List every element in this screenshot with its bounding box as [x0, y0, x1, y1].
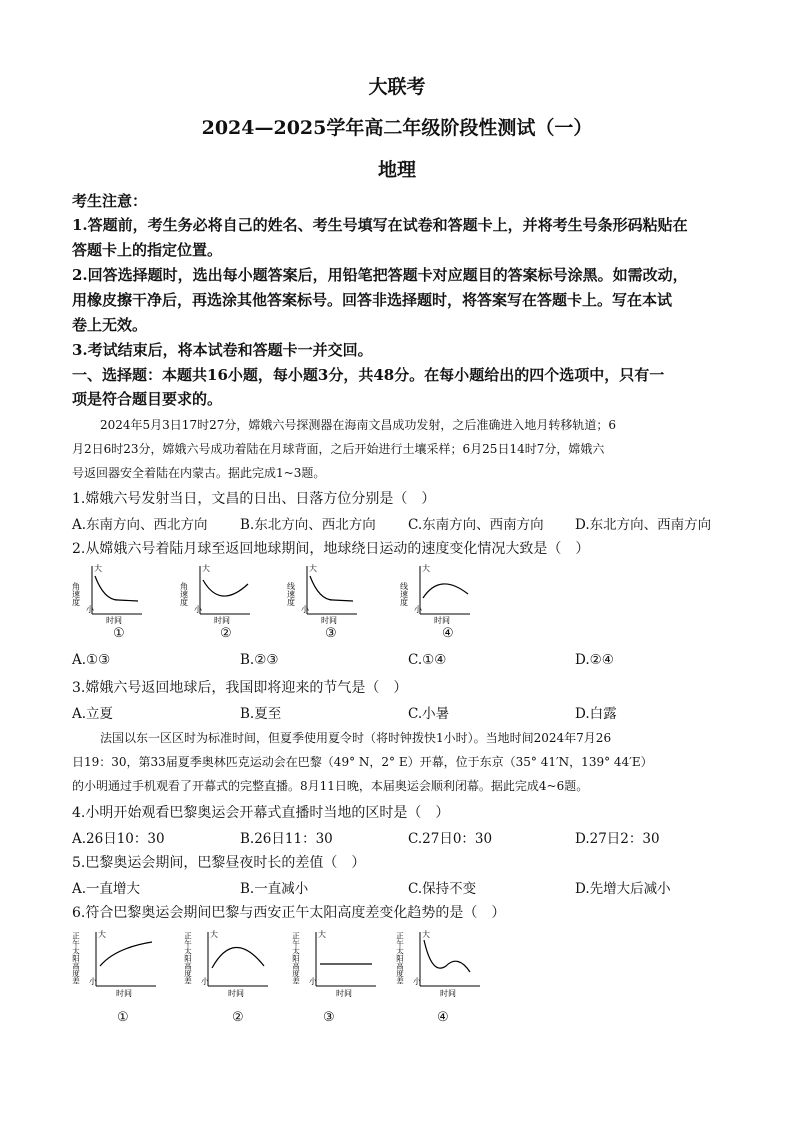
graph-number: ② — [220, 626, 232, 641]
graph-q2-3 — [285, 562, 375, 624]
option-b: B.一直减小 — [240, 881, 309, 897]
question-stem: 3.嫦娥六号返回地球后，我国即将迎来的节气是（ ） — [72, 680, 408, 696]
graph-x-label: 时间 — [116, 989, 132, 998]
graph-y-label: 正午太阳高度差 — [291, 932, 301, 985]
graph-bottom-label: 小 — [194, 605, 202, 614]
graph-q6-1 — [70, 926, 170, 1000]
graph-top-label: 大 — [318, 930, 326, 939]
option-a: A.东南方向、西北方向 — [72, 517, 208, 533]
graph-top-label: 大 — [422, 930, 430, 939]
option-b: B.东北方向、西北方向 — [240, 517, 376, 533]
option-c: C.27日0：30 — [408, 831, 493, 847]
graph-x-label: 时间 — [106, 616, 122, 624]
question-stem: 5.巴黎奥运会期间，巴黎昼夜时长的差值（ ） — [72, 855, 366, 871]
graph-number: ③ — [323, 1010, 335, 1025]
graph-bottom-label: 小 — [309, 977, 317, 986]
option-d: D.东北方向、西南方向 — [575, 517, 712, 533]
question-stem: 1.嫦娥六号发射当日，文昌的日出、日落方位分别是（ ） — [72, 491, 436, 507]
graph-y-label: 角速度 — [179, 582, 189, 606]
notice-line: 1.答题前，考生务必将自己的姓名、考生号填写在试卷和答题卡上，并将考生号条形码粘贴在 — [72, 216, 688, 234]
option-d: D.先增大后减小 — [575, 881, 671, 897]
option-c: C.小暑 — [408, 706, 450, 722]
graph-top-label: 大 — [94, 564, 102, 573]
question-stem: 4.小明开始观看巴黎奥运会开幕式直播时当地的区时是（ ） — [72, 805, 450, 821]
notice-line: 3.考试结束后，将本试卷和答题卡一并交回。 — [72, 341, 373, 359]
subject-title: 地理 — [377, 159, 416, 181]
passage-line: 2024年5月3日17时27分，嫦娥六号探测器在海南文昌成功发射，之后准确进入地月转移轨道；6 — [100, 418, 616, 432]
option-a: A.①③ — [72, 652, 111, 668]
graph-y-label: 线速度 — [286, 582, 296, 606]
graph-bottom-label: 小 — [89, 977, 97, 986]
graph-x-label: 时间 — [434, 616, 450, 624]
graph-x-label: 时间 — [214, 616, 230, 624]
graph-top-label: 大 — [202, 564, 210, 573]
option-b: B.夏至 — [240, 706, 282, 722]
graph-q2-2 — [178, 562, 268, 624]
option-c: C.东南方向、西南方向 — [408, 517, 544, 533]
notice-title: 考生注意： — [72, 192, 148, 210]
notice-line: 答题卡上的指定位置。 — [72, 241, 223, 259]
graph-top-label: 大 — [98, 930, 106, 939]
passage-line: 法国以东一区区时为标准时间，但夏季使用夏令时（将时钟拨快1小时）。当地时间2024年7月26 — [100, 731, 612, 745]
graph-bottom-label: 小 — [413, 977, 421, 986]
option-a: A.立夏 — [72, 706, 114, 722]
option-c: C.保持不变 — [408, 881, 477, 897]
passage-line: 日19：30，第33届夏季奥林匹克运动会在巴黎（49° N，2° E）开幕，位于东京（35° 41′N，139° 44′E） — [72, 755, 653, 769]
question-stem: 2.从嫦娥六号着陆月球至返回地球期间，地球绕日运动的速度变化情况大致是（ ） — [72, 541, 590, 557]
passage-line: 号返回器安全着陆在内蒙古。据此完成1~3题。 — [72, 466, 326, 480]
org-title: 大联考 — [368, 76, 426, 98]
graph-y-label: 线速度 — [399, 582, 409, 606]
option-c: C.①④ — [408, 652, 447, 668]
graph-top-label: 大 — [309, 564, 317, 573]
option-a: A.一直增大 — [72, 881, 141, 897]
section-heading: 项是符合题目要求的。 — [72, 390, 223, 408]
graph-number: ② — [232, 1010, 244, 1025]
graph-number: ④ — [437, 1010, 449, 1025]
option-b: B.②③ — [240, 652, 279, 668]
graph-q6-4 — [394, 926, 494, 1000]
graph-y-label: 正午太阳高度差 — [395, 932, 405, 985]
notice-line: 用橡皮擦干净后，再选涂其他答案标号。回答非选择题时，将答案写在答题卡上。写在本试 — [72, 291, 673, 309]
graph-q2-1 — [70, 562, 160, 624]
graph-number: ① — [117, 1010, 129, 1025]
graph-x-label: 时间 — [321, 616, 337, 624]
notice-line: 2.回答选择题时，选出每小题答案后，用铅笔把答题卡对应题目的答案标号涂黑。如需改动， — [72, 266, 688, 284]
option-b: B.26日11：30 — [240, 831, 333, 847]
section-heading: 一、选择题：本题共16小题，每小题3分，共48分。在每小题给出的四个选项中，只有一 — [72, 366, 665, 384]
graph-x-label: 时间 — [440, 989, 456, 998]
graph-number: ③ — [325, 626, 337, 641]
graph-q2-4 — [398, 562, 488, 624]
graph-top-label: 大 — [210, 930, 218, 939]
graph-bottom-label: 小 — [414, 605, 422, 614]
graph-number: ① — [113, 626, 125, 641]
graph-y-label: 角速度 — [71, 582, 81, 606]
option-d: D.27日2：30 — [575, 831, 660, 847]
option-d: D.白露 — [575, 706, 617, 722]
graph-y-label: 正午太阳高度差 — [183, 932, 193, 985]
option-a: A.26日10：30 — [72, 831, 165, 847]
passage-line: 月2日6时23分，嫦娥六号成功着陆在月球背面，之后开始进行土壤采样；6月25日14时7分，嫦娥六 — [72, 442, 605, 456]
graph-number: ④ — [442, 626, 454, 641]
graph-bottom-label: 小 — [201, 977, 209, 986]
exam-title: 2024—2025学年高二年级阶段性测试（一） — [201, 117, 593, 139]
graph-bottom-label: 小 — [301, 605, 309, 614]
graph-top-label: 大 — [422, 564, 430, 573]
graph-x-label: 时间 — [228, 989, 244, 998]
graph-q6-3 — [290, 926, 390, 1000]
passage-line: 的小明通过手机观看了开幕式的完整直播。8月11日晚，本届奥运会顺利闭幕。据此完成4~6题。 — [72, 779, 589, 793]
option-d: D.②④ — [575, 652, 614, 668]
graph-y-label: 正午太阳高度差 — [71, 932, 81, 985]
question-stem: 6.符合巴黎奥运会期间巴黎与西安正午太阳高度差变化趋势的是（ ） — [72, 905, 506, 921]
graph-x-label: 时间 — [336, 989, 352, 998]
graph-bottom-label: 小 — [86, 605, 94, 614]
graph-q6-2 — [182, 926, 282, 1000]
notice-line: 卷上无效。 — [72, 316, 148, 334]
